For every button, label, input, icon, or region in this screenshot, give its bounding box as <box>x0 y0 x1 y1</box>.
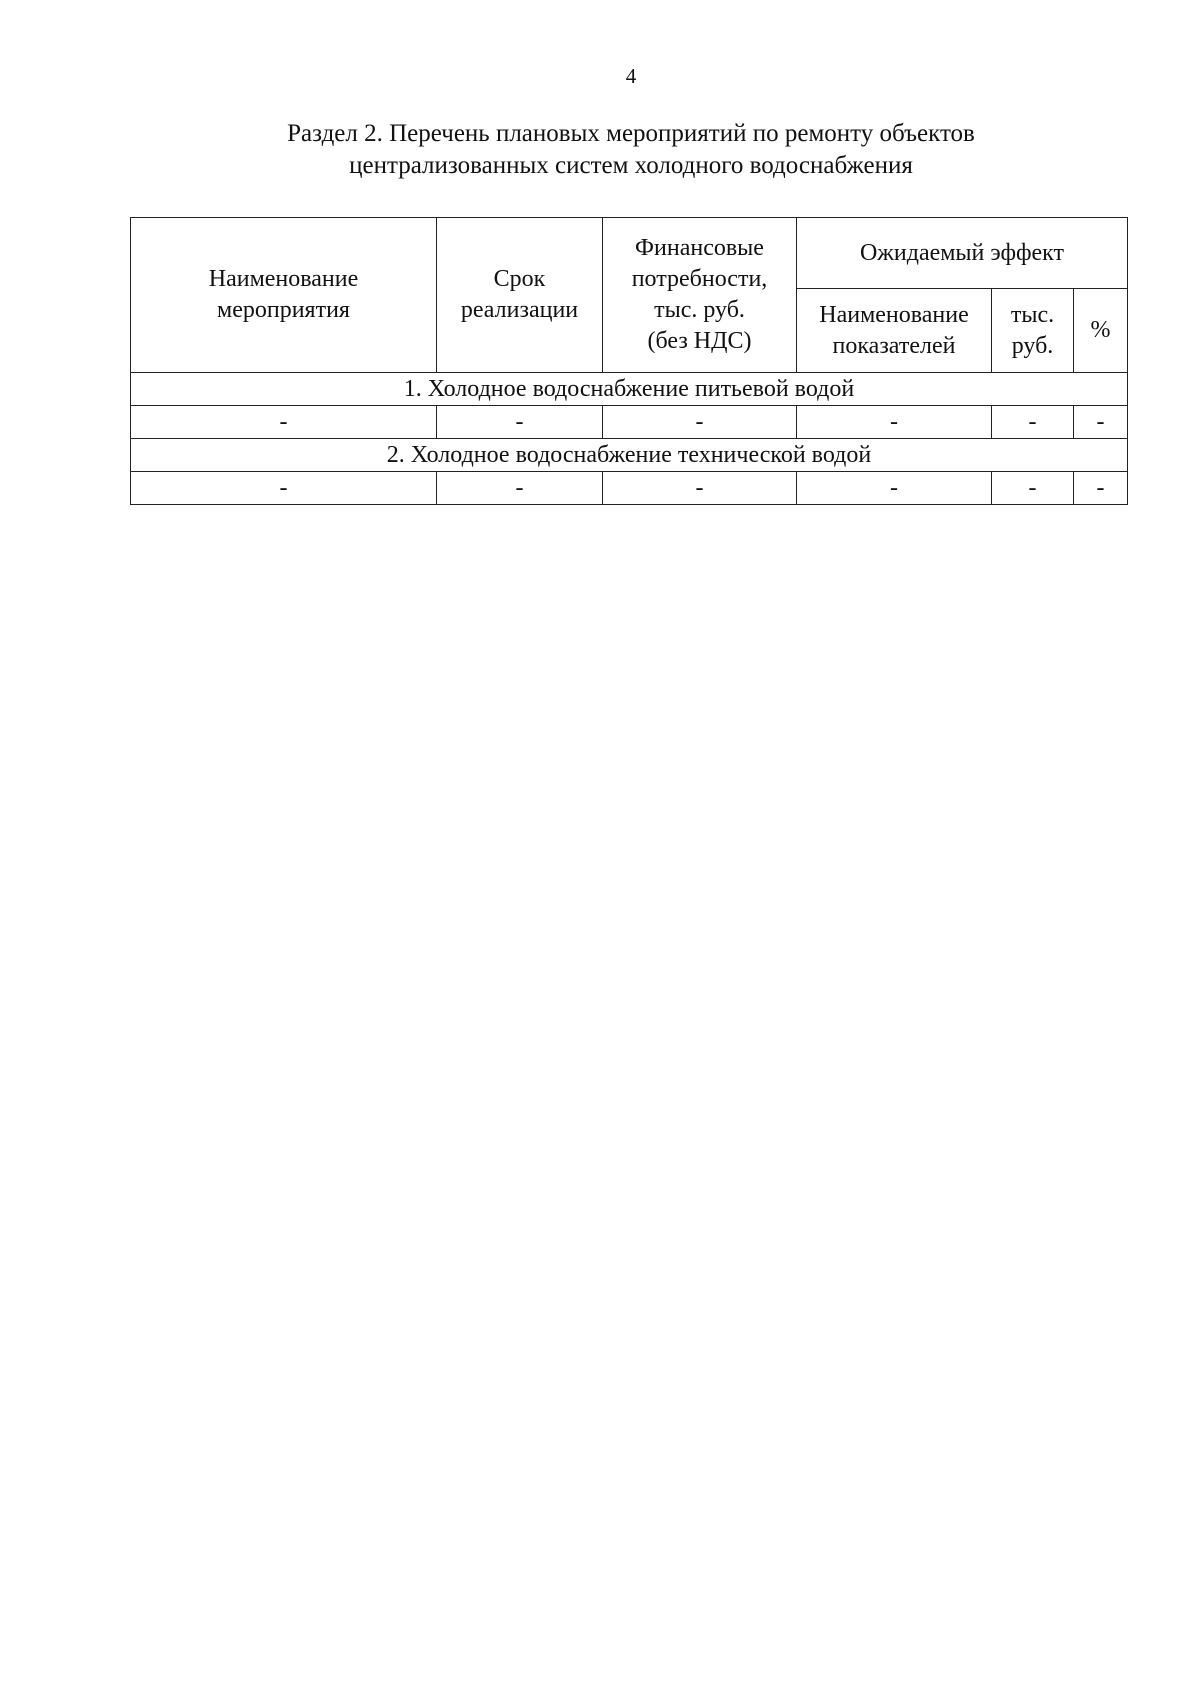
header-finance-line-4: (без НДС) <box>647 328 752 354</box>
header-event-name-line-1: Наименование <box>208 266 359 292</box>
table-cell: - <box>1074 406 1128 439</box>
header-indicator-name-line-1: Наименование <box>819 301 969 328</box>
header-expected-effect: Ожидаемый эффект <box>797 218 1128 289</box>
table-cell: - <box>131 472 437 505</box>
table-cell: - <box>437 406 603 439</box>
header-finance-line-2: потребности, <box>631 266 768 292</box>
section-title-cell: 1. Холодное водоснабжение питьевой водой <box>131 373 1128 406</box>
section-title-cell: 2. Холодное водоснабжение технической водой <box>131 439 1128 472</box>
page-number: 4 <box>625 64 637 88</box>
header-finance <box>603 218 797 373</box>
header-term <box>437 218 603 373</box>
header-thousand-rub-line-2: руб. <box>1011 332 1054 359</box>
header-thousand-rub <box>992 289 1074 373</box>
header-event-name-line-2: мероприятия <box>217 297 350 323</box>
section-title-line-2: централизованных систем холодного водоснабжения <box>349 152 913 179</box>
header-finance-line-1: Финансовые <box>635 235 764 261</box>
table-cell: - <box>603 406 797 439</box>
table-row <box>131 406 1128 439</box>
table-cell: - <box>992 406 1074 439</box>
header-thousand-rub-line-1: тыс. <box>1010 301 1055 328</box>
header-term-line-1: Срок <box>493 266 546 292</box>
header-row-top <box>131 218 1128 289</box>
table-cell: - <box>603 472 797 505</box>
table-cell: - <box>437 472 603 505</box>
section-row-drinking-water <box>131 373 1128 406</box>
table-cell: - <box>797 406 992 439</box>
section-row-technical-water <box>131 439 1128 472</box>
header-finance-line-3: тыс. руб. <box>654 297 745 323</box>
table-cell: - <box>992 472 1074 505</box>
header-indicator-name <box>797 289 992 373</box>
table-cell: - <box>1074 472 1128 505</box>
section-title-line-1: Раздел 2. Перечень плановых мероприятий по ремонту объектов <box>287 120 975 147</box>
header-term-line-2: реализации <box>460 297 579 323</box>
header-percent: % <box>1074 289 1128 373</box>
header-indicator-name-line-2: показателей <box>832 332 956 359</box>
table-cell: - <box>131 406 437 439</box>
table-cell: - <box>797 472 992 505</box>
table-row <box>131 472 1128 505</box>
section-title <box>120 118 1142 182</box>
plan-table <box>130 217 1128 505</box>
header-event-name <box>131 218 437 373</box>
